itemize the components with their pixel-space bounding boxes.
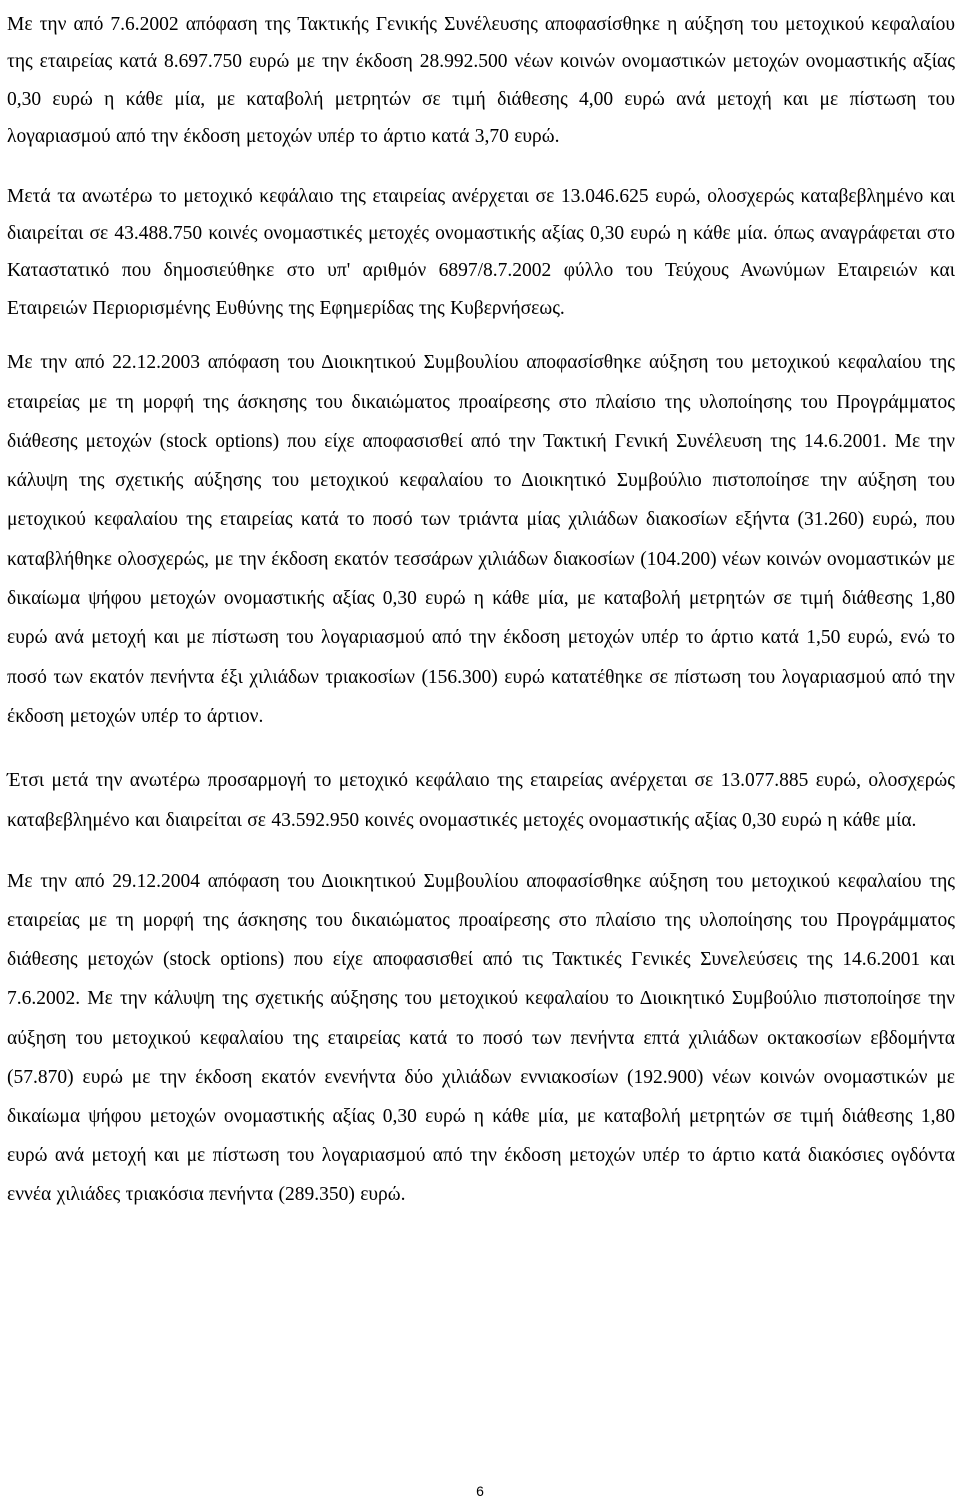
paragraph-share-increase-2002: Με την από 7.6.2002 απόφαση της Τακτικής Γενικής Συνέλευσης αποφασίσθηκε η αύξηση του μετοχικού κεφαλαίου της εταιρείας κατά 8.697.750 ευρώ με την έκδοση 28.992.500 νέων κοινών ονομαστικών μετοχών ονομαστικής αξίας 0,30 ευρώ η κάθε μία, με καταβολή μετρητών σε τιμή διάθεσης 4,00 ευρώ ανά μετοχή και με πίστωση του λογαριασμού από την έκδοση μετοχών υπέρ το άρτιο κατά 3,70 ευρώ.	[7, 14, 955, 148]
paragraph-capital-after-2002: Μετά τα ανωτέρω το μετοχικό κεφάλαιο της εταιρείας ανέρχεται σε 13.046.625 ευρώ, ολοσχερώς καταβεβλημένο και διαιρείται σε 43.488.750 κοινές ονομαστικές μετοχές ονομαστικής αξίας 0,30 ευρώ η κάθε μία. όπως αναγράφεται στο Καταστατικό που δημοσιεύθηκε στο υπ' αριθμόν 6897/8.7.2002 φύλλο του Τεύχους Ανωνύμων Εταιρειών και Εταιρειών Περιορισμένης Ευθύνης της Εφημερίδας της Κυβερνήσεως.	[7, 185, 955, 319]
paragraph-capital-after-2003: Έτσι μετά την ανωτέρω προσαρμογή το μετοχικό κεφάλαιο της εταιρείας ανέρχεται σε 13.077.885 ευρώ, ολοσχερώς καταβεβλημένο και διαιρείται σε 43.592.950 κοινές ονομαστικές μετοχές ονομαστικής αξίας 0,30 ευρώ η κάθε μία.	[7, 770, 955, 831]
page-number: 6	[476, 1483, 484, 1499]
paragraph-board-decision-2004: Με την από 29.12.2004 απόφαση του Διοικητικού Συμβουλίου αποφασίσθηκε αύξηση του μετοχικού κεφαλαίου της εταιρείας με τη μορφή της άσκησης του δικαιώματος προαίρεσης στο πλαίσιο της υλοποίησης του Προγράμματος διάθεσης μετοχών (stock options) που είχε αποφασισθεί από τις Τακτικές Γενικές Συνελεύσεις της 14.6.2001 και 7.6.2002. Με την κάλυψη της σχετικής αύξησης του μετοχικού κεφαλαίου το Διοικητικό Συμβούλιο πιστοποίησε την αύξηση του μετοχικού κεφαλαίου της εταιρείας κατά το ποσό των πενήντα επτά χιλιάδων οκτακοσίων εβδομήντα (57.870) ευρώ με την έκδοση εκατόν ενενήντα δύο χιλιάδων εννιακοσίων (192.900) νέων κοινών ονομαστικών με δικαίωμα ψήφου μετοχών ονομαστικής αξίας 0,30 ευρώ η κάθε μία, με καταβολή μετρητών σε τιμή διάθεσης 1,80 ευρώ ανά μετοχή και με πίστωση του λογαριασμού από την έκδοση μετοχών υπέρ το άρτιο κατά διακόσιες ογδόντα εννέα χιλιάδες τριακόσια πενήντα (289.350) ευρώ.	[7, 870, 955, 1206]
document-page	[7, 6, 955, 1215]
paragraph-board-decision-2003: Με την από 22.12.2003 απόφαση του Διοικητικού Συμβουλίου αποφασίσθηκε αύξηση του μετοχικού κεφαλαίου της εταιρείας με τη μορφή της άσκησης του δικαιώματος προαίρεσης στο πλαίσιο της υλοποίησης του Προγράμματος διάθεσης μετοχών (stock options) που είχε αποφασισθεί από την Τακτική Γενική Συνέλευση της 14.6.2001. Με την κάλυψη της σχετικής αύξησης του μετοχικού κεφαλαίου το Διοικητικό Συμβούλιο πιστοποίησε την αύξηση του μετοχικού κεφαλαίου της εταιρείας κατά το ποσό των τριάντα μίας χιλιάδων διακοσίων εξήντα (31.260) ευρώ, που καταβλήθηκε ολοσχερώς, με την έκδοση εκατόν τεσσάρων χιλιάδων διακοσίων (104.200) νέων κοινών ονομαστικών με δικαίωμα ψήφου μετοχών ονομαστικής αξίας 0,30 ευρώ η κάθε μία, με καταβολή μετρητών σε τιμή διάθεσης 1,80 ευρώ ανά μετοχή και με πίστωση του λογαριασμού από την έκδοση μετοχών υπέρ το άρτιο κατά 1,50 ευρώ, ενώ το ποσό των εκατόν πενήντα έξι χιλιάδων τριακοσίων (156.300) ευρώ κατατέθηκε σε πίστωση του λογαριασμού από την έκδοση μετοχών υπέρ το άρτιον.	[7, 352, 955, 727]
